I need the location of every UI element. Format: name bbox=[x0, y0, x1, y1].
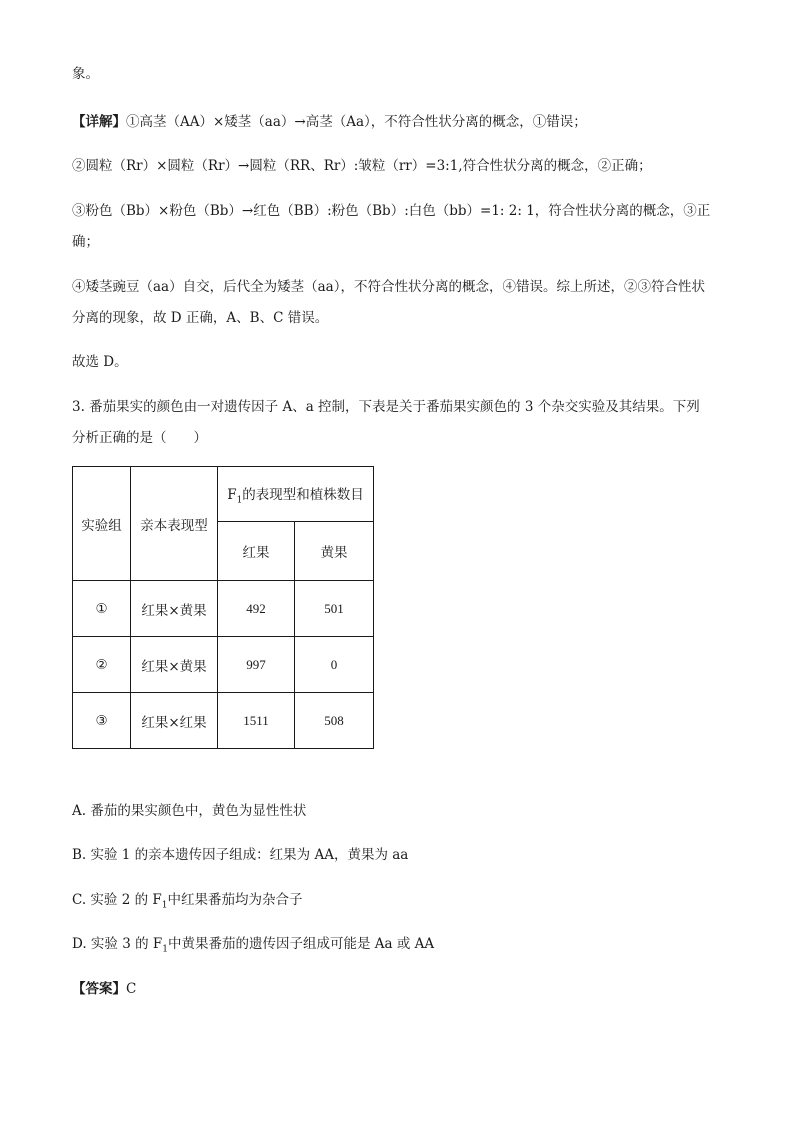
option-b: B. 实验 1 的亲本遗传因子组成：红果为 AA，黄果为 aa bbox=[72, 847, 409, 863]
f1-suffix: 的表现型和植株数目 bbox=[242, 486, 364, 503]
question-line-2: 分析正确的是（ ） bbox=[72, 430, 207, 446]
answer-line bbox=[72, 979, 136, 999]
f1-prefix: F bbox=[227, 486, 237, 503]
line-1: 象。 bbox=[72, 66, 99, 82]
line-3: ②圆粒（Rr）×圆粒（Rr）→圆粒（RR、Rr）:皱粒（rr）=3:1,符合性状分离的概念，②正确； bbox=[72, 158, 652, 174]
option-c-sub: 1 bbox=[161, 900, 168, 911]
f1-sub: 1 bbox=[236, 495, 243, 506]
option-d bbox=[72, 934, 434, 960]
cell-parent: 红果×黄果 bbox=[131, 637, 218, 693]
cell-red: 492 bbox=[218, 581, 295, 637]
option-c bbox=[72, 890, 303, 916]
table-row bbox=[73, 581, 374, 637]
line-8: 故选 D。 bbox=[72, 354, 128, 370]
cell-group: ② bbox=[73, 637, 131, 693]
line-2 bbox=[72, 112, 587, 132]
header-group: 实验组 bbox=[73, 467, 131, 581]
table-row bbox=[73, 693, 374, 749]
cell-yellow: 0 bbox=[295, 637, 374, 693]
header-parent: 亲本表现型 bbox=[131, 467, 218, 581]
line-7: 分离的现象，故 D 正确，A、B、C 错误。 bbox=[72, 310, 329, 326]
answer-tag: 【答案】 bbox=[72, 981, 126, 997]
cell-red: 997 bbox=[218, 637, 295, 693]
line-4: ③粉色（Bb）×粉色（Bb）→红色（BB）:粉色（Bb）:白色（bb）=1: 2: 1，符合性状分离的概念，③正 bbox=[72, 203, 711, 219]
line-6: ④矮茎豌豆（aa）自交，后代全为矮茎（aa），不符合性状分离的概念，④错误。综上所述，②③符合性状 bbox=[72, 279, 705, 295]
option-d-sub: 1 bbox=[162, 944, 168, 955]
cell-group: ① bbox=[73, 581, 131, 637]
header-f1 bbox=[218, 467, 374, 522]
cell-yellow: 508 bbox=[295, 693, 374, 749]
detail-text: ①高茎（AA）×矮茎（aa）→高茎（Aa），不符合性状分离的概念，①错误； bbox=[126, 114, 587, 130]
cell-yellow: 501 bbox=[295, 581, 374, 637]
option-a: A. 番茄的果实颜色中，黄色为显性性状 bbox=[72, 803, 307, 819]
table-row bbox=[73, 637, 374, 693]
answer-value: C bbox=[126, 981, 137, 997]
option-d-pre: D. 实验 3 的 F bbox=[72, 936, 163, 952]
cell-parent: 红果×红果 bbox=[131, 693, 218, 749]
option-c-pre: C. 实验 2 的 F bbox=[72, 892, 162, 908]
experiment-table bbox=[72, 466, 374, 749]
cell-parent: 红果×黄果 bbox=[131, 581, 218, 637]
cell-red: 1511 bbox=[218, 693, 295, 749]
header-yellow: 黄果 bbox=[295, 522, 374, 581]
line-5: 确； bbox=[72, 234, 99, 250]
detail-tag: 【详解】 bbox=[72, 114, 126, 130]
option-d-post: 中黄果番茄的遗传因子组成可能是 Aa 或 AA bbox=[168, 936, 435, 952]
option-c-post: 中红果番茄均为杂合子 bbox=[167, 892, 303, 908]
header-red: 红果 bbox=[218, 522, 295, 581]
question-line-1: 3. 番茄果实的颜色由一对遗传因子 A、a 控制，下表是关于番茄果实颜色的 3 个杂交实验及其结果。下列 bbox=[72, 399, 700, 415]
cell-group: ③ bbox=[73, 693, 131, 749]
